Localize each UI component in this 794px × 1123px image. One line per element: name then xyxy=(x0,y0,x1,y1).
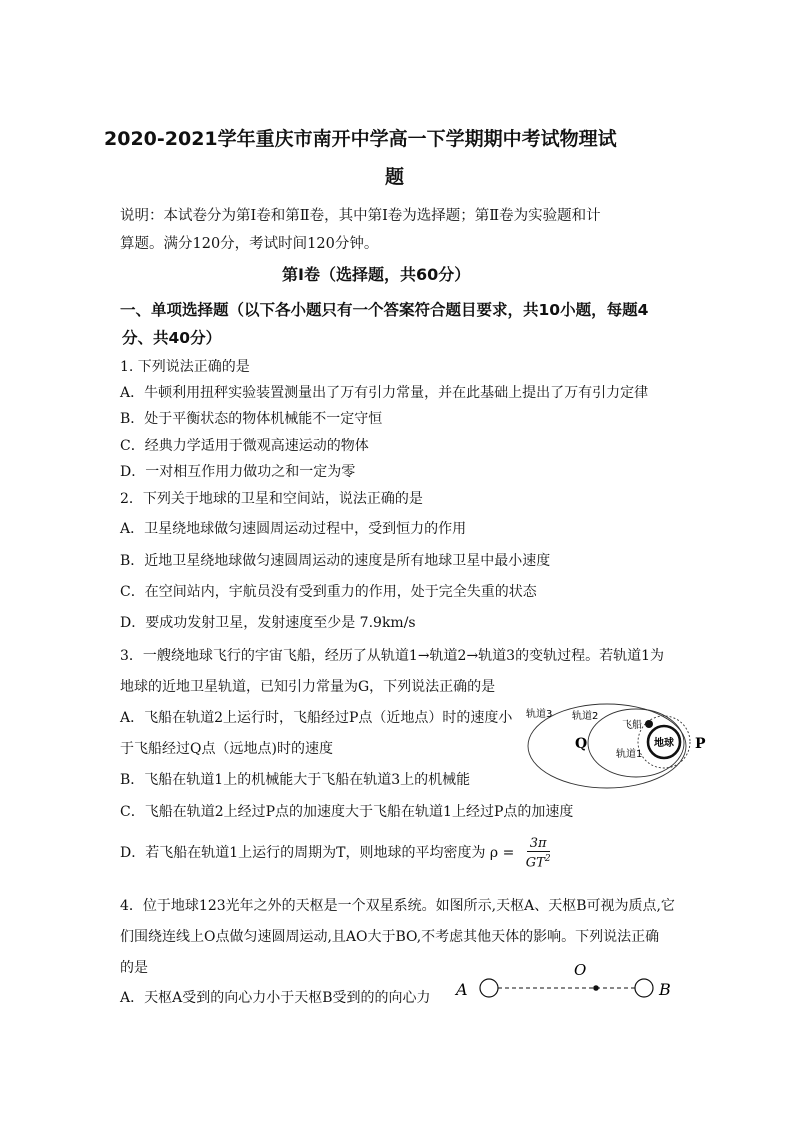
orbit2-label: 轨道2 xyxy=(572,711,599,722)
intro-line2: 算题。满分120分，考试时间120分钟。 xyxy=(120,236,379,252)
q1-stem: 1. 下列说法正确的是 xyxy=(120,359,250,375)
ship-label: 飞船 xyxy=(622,720,642,731)
point-p-label: P xyxy=(695,736,706,752)
formula-denominator xyxy=(523,852,554,870)
point-q-label: Q xyxy=(575,736,588,752)
orbit3-label: 轨道3 xyxy=(526,709,553,720)
binary-star-diagram xyxy=(452,958,682,1008)
orbit-diagram xyxy=(520,690,720,800)
star-a-circle xyxy=(480,979,498,997)
formula-exponent: 2 xyxy=(544,854,551,864)
q3-option-d-text: D．若飞船在轨道1上运行的周期为T，则地球的平均密度为 ρ = xyxy=(120,845,515,862)
q1-option-b: B．处于平衡状态的物体机械能不一定守恒 xyxy=(120,411,383,427)
exam-title-line2: 题 xyxy=(385,166,405,188)
star-b-label: B xyxy=(659,980,671,999)
q2-option-c: C．在空间站内，宇航员没有受到重力的作用，处于完全失重的状态 xyxy=(120,584,537,600)
density-formula xyxy=(523,836,554,870)
exam-title-line1: 2020-2021学年重庆市南开中学高一下学期期中考试物理试 xyxy=(104,128,617,150)
q2-stem: 2．下列关于地球的卫星和空间站，说法正确的是 xyxy=(120,491,423,507)
part1-title: 第Ⅰ卷（选择题，共60分） xyxy=(282,265,471,284)
orbit1-label: 轨道1 xyxy=(616,749,643,760)
q4-stem-line1: 4．位于地球123光年之外的天枢是一个双星系统。如图所示,天枢A、天枢B可视为质点,它 xyxy=(120,898,675,914)
q3-stem-line2: 地球的近地卫星轨道，已知引力常量为G，下列说法正确的是 xyxy=(120,679,496,695)
center-o-dot xyxy=(593,985,599,991)
formula-denominator-base: GT xyxy=(525,855,545,871)
intro-line1: 说明：本试卷分为第Ⅰ卷和第Ⅱ卷，其中第Ⅰ卷为选择题；第Ⅱ卷为实验题和计 xyxy=(120,208,601,224)
star-b-circle xyxy=(635,979,653,997)
q1-option-a: A．牛顿利用扭秤实验装置测量出了万有引力常量，并在此基础上提出了万有引力定律 xyxy=(120,385,649,401)
q2-option-b: B．近地卫星绕地球做匀速圆周运动的速度是所有地球卫星中最小速度 xyxy=(120,553,551,569)
formula-numerator: 3π xyxy=(527,836,550,852)
q3-option-b: B．飞船在轨道1上的机械能大于飞船在轨道3上的机械能 xyxy=(120,772,471,788)
spaceship-dot xyxy=(645,720,653,728)
q4-stem-line3: 的是 xyxy=(120,960,148,976)
center-o-label: O xyxy=(574,961,587,979)
q3-option-a-line2: 于飞船经过Q点（远地点)时的速度 xyxy=(120,741,333,757)
earth-label: 地球 xyxy=(654,738,674,749)
q4-option-a: A．天枢A受到的向心力小于天枢B受到的的向心力 xyxy=(120,990,431,1006)
q2-option-a: A．卫星绕地球做匀速圆周运动过程中，受到恒力的作用 xyxy=(120,521,467,537)
q4-stem-line2: 们围绕连线上O点做匀速圆周运动,且AO大于BO,不考虑其他天体的影响。下列说法正确 xyxy=(120,929,660,945)
q1-option-d: D．一对相互作用力做功之和一定为零 xyxy=(120,464,356,480)
section1-heading-line2: 分、共40分） xyxy=(122,329,222,347)
q3-option-c: C．飞船在轨道2上经过P点的加速度大于飞船在轨道1上经过P点的加速度 xyxy=(120,804,574,820)
q3-option-d xyxy=(120,836,554,870)
q2-option-d: D．要成功发射卫星，发射速度至少是 7.9km/s xyxy=(120,615,416,631)
q3-stem-line1: 3．一艘绕地球飞行的宇宙飞船，经历了从轨道1→轨道2→轨道3的变轨过程。若轨道1为 xyxy=(120,648,664,664)
star-a-label: A xyxy=(456,980,468,999)
q3-option-a-line1: A．飞船在轨道2上运行时，飞船经过P点（近地点）时的速度小 xyxy=(120,710,513,726)
section1-heading-line1: 一、单项选择题（以下各小题只有一个答案符合题目要求，共10小题，每题4 xyxy=(120,301,649,319)
q1-option-c: C．经典力学适用于微观高速运动的物体 xyxy=(120,438,369,454)
